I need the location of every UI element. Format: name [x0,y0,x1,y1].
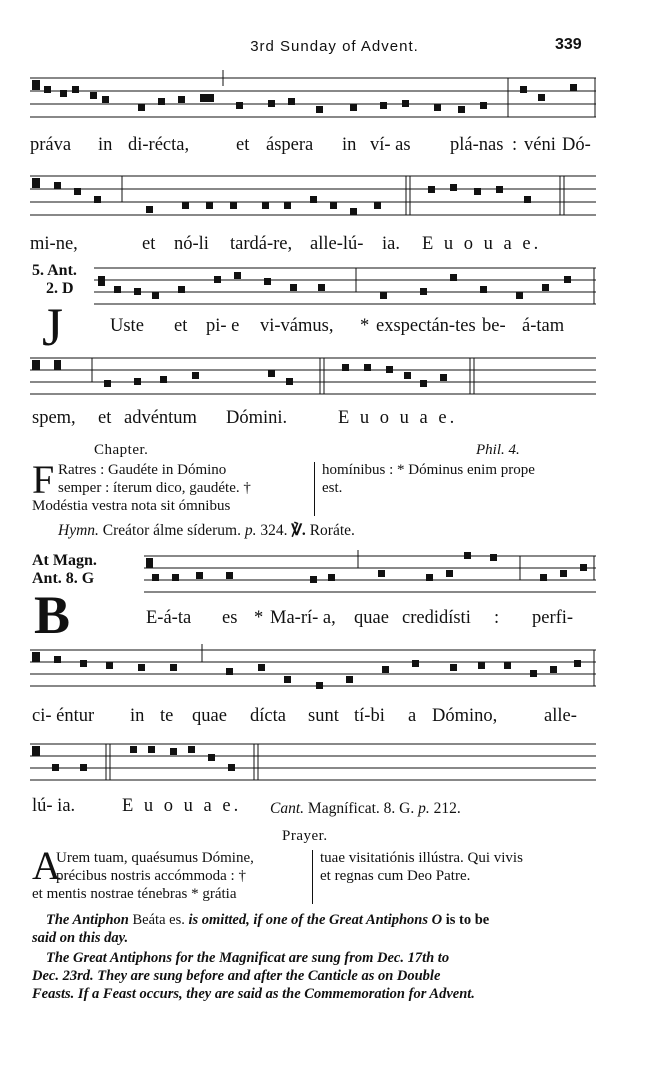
initial-letter-j: J [42,297,64,357]
chapter-heading: Chapter. [94,442,149,458]
antiphon-label: 5. Ant. [32,262,77,279]
staff-1 [30,66,596,128]
magnificat-mode: Ant. 8. G [32,570,95,587]
prayer-left-line-1: Urem tuam, quaésumus Dómine, [56,850,254,866]
staff-6 [30,642,596,700]
prayer-column-divider [312,850,313,904]
hymn-line: Hymn. Creátor álme síderum. p. 324. ℣. Roráte. [58,522,355,539]
rubric-2-line-2: Dec. 23rd. They are sung before and after the Canticle as on Double [32,968,441,984]
prayer-right-line-1: tuae visitatiónis illústra. Qui vivis [320,850,523,866]
chapter-left-line-3: Modéstia vestra nota sit ómnibus [32,498,231,514]
page-number: 339 [555,36,582,53]
antiphon-mode: 2. D [46,280,74,297]
initial-letter-b: B [34,585,71,645]
canticle-reference: Cant. Magníficat. 8. G. p. 212. [270,800,461,817]
chapter-initial-f: F [32,457,55,502]
prayer-left-line-2: précibus nostris accómmoda : † [56,868,246,884]
chapter-column-divider [314,462,315,516]
rubric-1-cont: said on this day. [32,930,129,946]
chapter-left-line-2: semper : íterum dico, gaudéte. † [58,480,251,496]
chapter-left-line-1: Ratres : Gaudéte in Dómino [58,462,227,478]
staff-5 [144,548,596,600]
rubric-1: The Antiphon Beáta es. is omitted, if one of the Great Antiphons O is to be [46,912,490,928]
staff-7 [30,738,596,788]
prayer-left-line-3: et mentis nostrae ténebras * grátia [32,886,237,902]
prayer-right-line-2: et regnas cum Deo Patre. [320,868,471,884]
rubric-2-line-3: Feasts. If a Feast occurs, they are said as the Commemoration for Advent. [32,986,475,1002]
page-title: 3rd Sunday of Advent. [250,38,419,55]
prayer-initial-a: A [32,843,61,888]
staff-3 [94,262,596,312]
chapter-reference: Phil. 4. [476,442,520,458]
magnificat-label: At Magn. [32,552,97,569]
chapter-right-line-1: homínibus : * Dóminus enim prope [322,462,535,478]
rubric-2-line-1: The Great Antiphons for the Magnificat are sung from Dec. 17th to [46,950,450,966]
staff-2 [30,168,596,230]
staff-4 [30,352,596,402]
chapter-right-line-2: est. [322,480,343,496]
prayer-heading: Prayer. [282,828,328,844]
